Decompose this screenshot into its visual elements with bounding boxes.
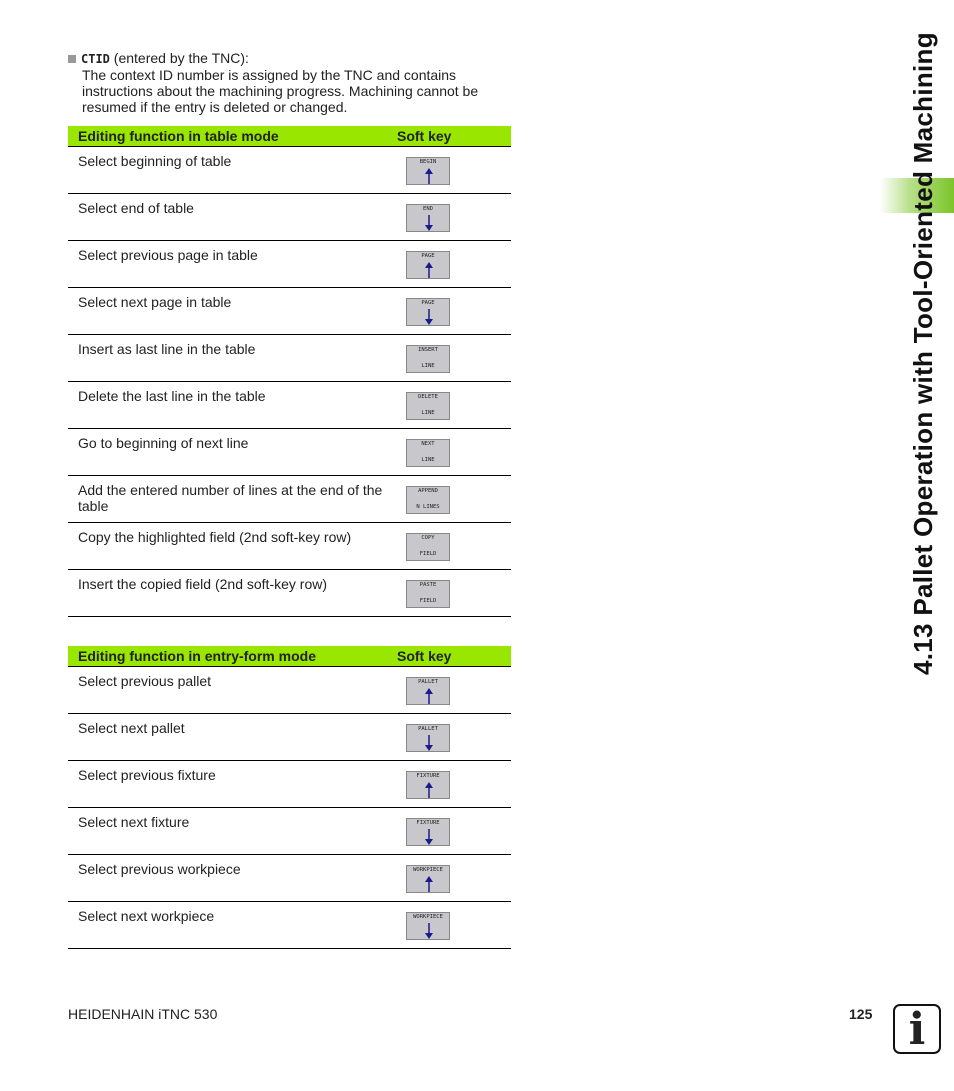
softkey-label: WORKPIECE [413, 914, 443, 920]
softkey-label: END [423, 206, 433, 212]
softkey-label-line2 [407, 269, 449, 276]
softkey-label-line2 [407, 222, 449, 229]
softkey-label: WORKPIECE [413, 867, 443, 873]
softkey-label-line2 [407, 316, 449, 323]
function-description: Select next workpiece [68, 902, 397, 949]
softkey-label: PALLET [418, 726, 438, 732]
table-row [68, 429, 511, 476]
table-row [68, 523, 511, 570]
function-description: Select previous pallet [68, 667, 397, 714]
softkey-label: COPY [421, 535, 435, 541]
softkey-label-line2 [407, 742, 449, 749]
softkey-button[interactable] [406, 251, 450, 279]
softkey-label-line2 [407, 695, 449, 702]
function-description: Select next fixture [68, 808, 397, 855]
page-number: 125 [849, 1006, 873, 1022]
function-description: Copy the highlighted field (2nd soft-key row) [68, 523, 397, 570]
softkey-button[interactable] [406, 865, 450, 893]
softkey-label: FIXTURE [416, 820, 440, 826]
entry-form-functions [68, 646, 511, 949]
softkey-button[interactable] [406, 912, 450, 940]
table-row [68, 241, 511, 288]
function-description: Select beginning of table [68, 147, 397, 194]
table-row [68, 570, 511, 617]
softkey-label: APPEND [418, 488, 438, 494]
function-description: Delete the last line in the table [68, 382, 397, 429]
softkey-label: PAGE [421, 300, 435, 306]
softkey-button[interactable] [406, 157, 450, 185]
bullet-icon [68, 55, 76, 63]
table-mode-functions [68, 126, 511, 617]
table-row [68, 382, 511, 429]
softkey-label-line2 [407, 175, 449, 182]
softkey-label: PAGE [421, 253, 435, 259]
ctid-note [68, 50, 508, 115]
chapter-title: 4.13 Pallet Operation with Tool-Oriented Machining [908, 32, 938, 675]
softkey-label-line2 [407, 883, 449, 890]
softkey-label-line2: LINE [421, 410, 435, 416]
info-icon: i [893, 1004, 941, 1054]
function-description: Select next pallet [68, 714, 397, 761]
softkey-label: INSERT [418, 347, 438, 353]
table-row [68, 476, 511, 523]
softkey-label-line2 [407, 789, 449, 796]
softkey-label-line2: LINE [421, 457, 435, 463]
table-row [68, 808, 511, 855]
table-row [68, 335, 511, 382]
softkey-label-line2 [407, 930, 449, 937]
ctid-suffix: (entered by the TNC): [109, 50, 249, 66]
softkey-label-line2: N LINES [416, 504, 440, 510]
softkey-label: FIXTURE [416, 773, 440, 779]
softkey-label: PASTE [419, 582, 437, 588]
column-header-softkey: Soft key [397, 646, 511, 667]
table-row [68, 761, 511, 808]
softkey-label: BEGIN [419, 159, 437, 165]
column-header-function: Editing function in entry-form mode [68, 646, 397, 667]
function-description: Add the entered number of lines at the end of the table [68, 476, 397, 523]
table-row [68, 288, 511, 335]
softkey-label: PALLET [418, 679, 438, 685]
softkey-label-line2 [407, 836, 449, 843]
softkey-button[interactable] [406, 580, 450, 608]
table-row [68, 902, 511, 949]
function-description: Insert as last line in the table [68, 335, 397, 382]
function-description: Select next page in table [68, 288, 397, 335]
softkey-button[interactable] [406, 533, 450, 561]
ctid-code: CTID [81, 52, 110, 66]
function-description: Insert the copied field (2nd soft-key row) [68, 570, 397, 617]
table-row [68, 714, 511, 761]
softkey-button[interactable] [406, 439, 450, 467]
softkey-button[interactable] [406, 818, 450, 846]
table-row [68, 855, 511, 902]
table-row [68, 667, 511, 714]
column-header-softkey: Soft key [397, 126, 511, 147]
function-description: Select previous page in table [68, 241, 397, 288]
column-header-function: Editing function in table mode [68, 126, 397, 147]
softkey-label-line2: FIELD [419, 551, 437, 557]
softkey-label-line2: FIELD [419, 598, 437, 604]
function-description: Go to beginning of next line [68, 429, 397, 476]
function-description: Select previous fixture [68, 761, 397, 808]
softkey-label-line2: LINE [421, 363, 435, 369]
softkey-button[interactable] [406, 392, 450, 420]
softkey-button[interactable] [406, 204, 450, 232]
table-row [68, 194, 511, 241]
softkey-button[interactable] [406, 677, 450, 705]
ctid-description: The context ID number is assigned by the TNC and contains instructions about the machining progress. Machining cannot be resumed if the entry is deleted or changed. [82, 67, 479, 115]
footer-product: HEIDENHAIN iTNC 530 [68, 1006, 218, 1022]
function-description: Select end of table [68, 194, 397, 241]
function-description: Select previous workpiece [68, 855, 397, 902]
softkey-button[interactable] [406, 345, 450, 373]
softkey-button[interactable] [406, 724, 450, 752]
table-row [68, 147, 511, 194]
softkey-button[interactable] [406, 298, 450, 326]
softkey-button[interactable] [406, 771, 450, 799]
softkey-label: DELETE [418, 394, 438, 400]
softkey-label: NEXT [421, 441, 435, 447]
softkey-button[interactable] [406, 486, 450, 514]
